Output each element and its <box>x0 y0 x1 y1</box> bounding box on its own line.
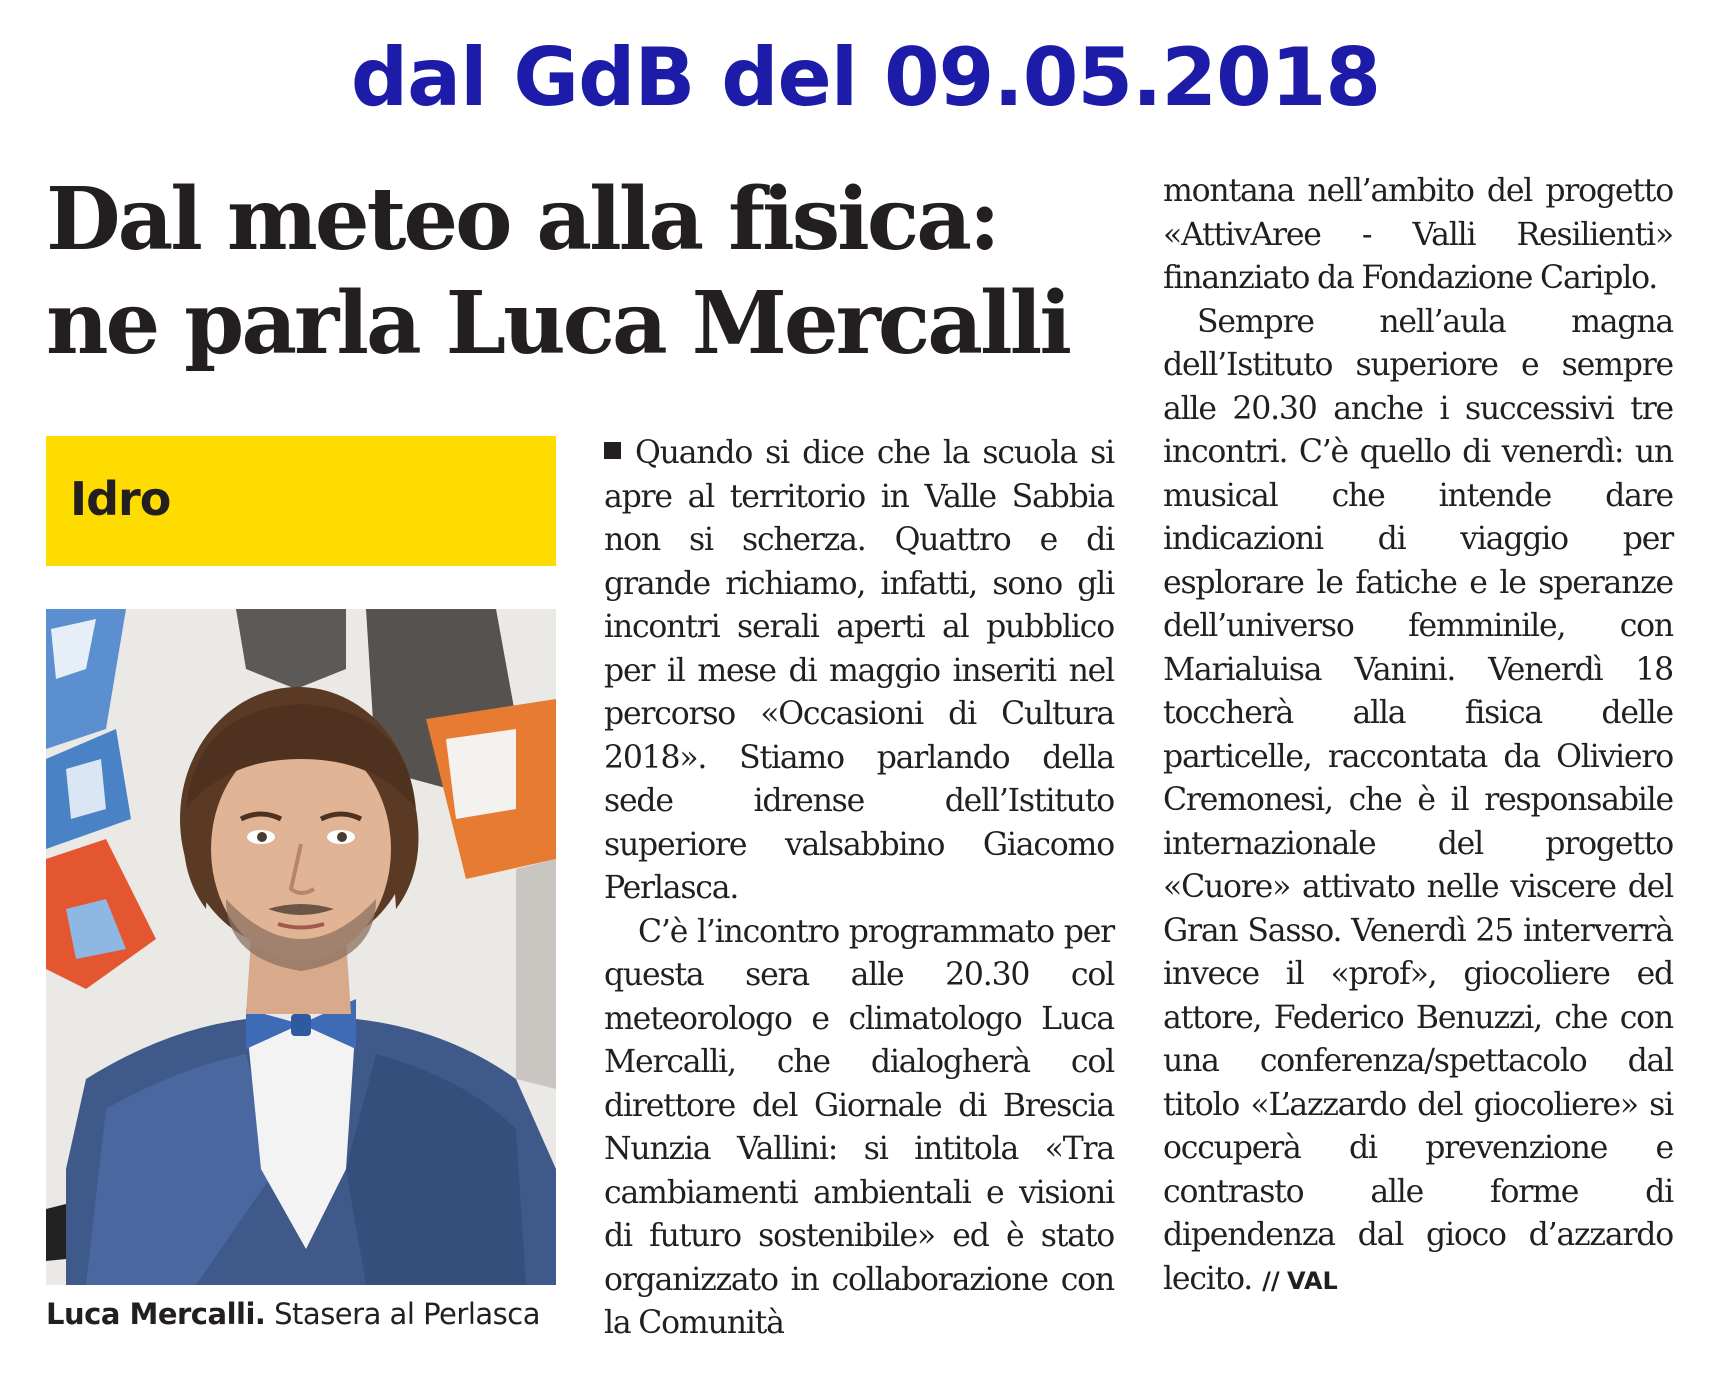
photo-caption <box>46 1297 586 1331</box>
portrait-photo <box>46 609 556 1285</box>
headline-line-2: ne parla Luca Mercalli <box>46 273 1070 374</box>
paragraph-4-text: Sempre nell’aula magna dell’Istituto superiore e sempre alle 20.30 anche i successivi tre incontri. C’è quello di venerdì: un musical che intende dare indicazioni di viaggio per esplorare le fatiche e le speranze dell’universo femminile, con Marialuisa Vanini. Venerdì 18 toccherà alla fisica delle particelle, raccontata da Oliviero Cremonesi, che è il responsabile internazionale del progetto «Cuore» attivato nelle viscere del Gran Sasso. Venerdì 25 interverrà invece il «prof», giocoliere ed attore, Federico Benuzzi, che con una conferenza/spettacolo dal titolo «L’azzardo del giocoliere» si occuperà di prevenzione e contrasto alle forme di dipendenza dal gioco d’azzardo lecito. <box>1163 303 1673 1297</box>
caption-name: Luca Mercalli. <box>46 1297 266 1331</box>
paragraph-1 <box>604 432 1114 911</box>
caption-text: Stasera al Perlasca <box>265 1297 540 1331</box>
author-signature: // VAL <box>1262 1266 1338 1295</box>
source-date-line: dal GdB del 09.05.2018 <box>350 31 1381 124</box>
article-column-2 <box>604 432 1114 1362</box>
kicker-label: Idro <box>70 472 171 526</box>
paragraph-2: C’è l’incontro programmato per questa sera alle 20.30 col meteorologo e climatologo Luca Mercalli, che dialogherà col direttore del Giornale di Brescia Nunzia Vallini: si intitola «Tra cambiamenti ambientali e visioni di futuro sostenibile» ed è stato organizzato in collaborazione con la Comunità <box>604 913 1114 1341</box>
square-bullet-icon <box>604 442 621 459</box>
location-kicker <box>46 436 556 566</box>
portrait-illustration <box>46 609 556 1285</box>
paragraph-3: montana nell’ambito del progetto «AttivAree - Valli Resilienti» finanziato da Fondazione Cariplo. <box>1163 173 1673 296</box>
paragraph-4 <box>1163 301 1673 1304</box>
paragraph-1-text: Quando si dice che la scuola si apre al territorio in Valle Sabbia non si scherza. Quattro e di grande richiamo, infatti, sono gli incontri serali aperti al pubblico per il mese di maggio inseriti nel percorso «Occasioni di Cultura 2018». Stiamo parlando della sede idrense dell’Istituto superiore valsabbino Giacomo Perlasca. <box>604 435 1114 906</box>
article-column-3 <box>1163 170 1673 1360</box>
article-headline <box>46 168 1096 376</box>
headline-line-1: Dal meteo alla fisica: <box>46 169 998 270</box>
